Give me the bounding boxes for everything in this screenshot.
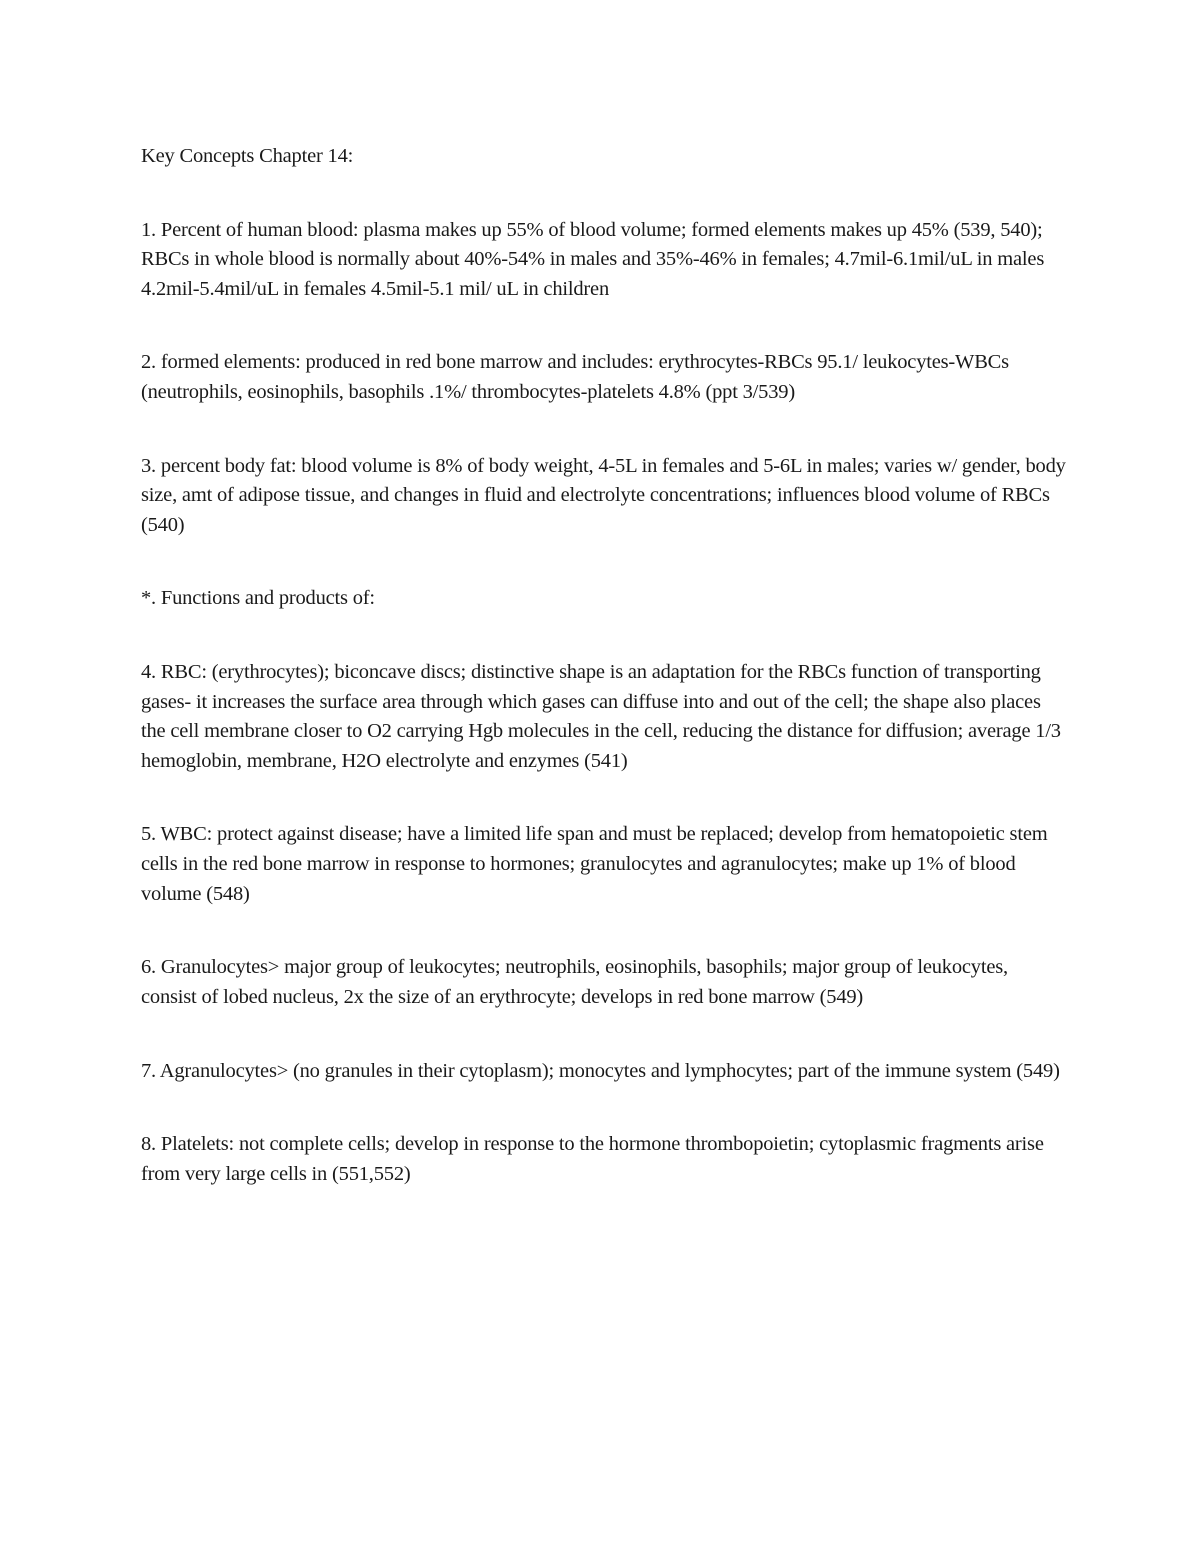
paragraph-body-fat: 3. percent body fat: blood volume is 8% of body weight, 4-5L in females and 5-6L in males; varies w/ gender, body size, amt of adipose tissue, and changes in fluid and electrolyte concentrations; influences blood volume of RBCs (540)	[141, 454, 1066, 536]
paragraph-platelets: 8. Platelets: not complete cells; develop in response to the hormone thrombopoietin; cytoplasmic fragments arise from very large cells in (551,552)	[141, 1133, 1044, 1185]
document-body	[141, 142, 1066, 1235]
paragraph-granulocytes: 6. Granulocytes> major group of leukocytes; neutrophils, eosinophils, basophils; major group of leukocytes, consist of lobed nucleus, 2x the size of an erythrocyte; develops in red bone marrow (549)	[141, 956, 1008, 1008]
paragraph-formed-elements: 2. formed elements: produced in red bone marrow and includes: erythrocytes-RBCs 95.1/ leukocytes-WBCs (neutrophils, eosinophils, basophils .1%/ thrombocytes-platelets 4.8% (ppt 3/539)	[141, 351, 1009, 403]
paragraph-rbc: 4. RBC: (erythrocytes); biconcave discs; distinctive shape is an adaptation for the RBCs function of transporting gases- it increases the surface area through which gases can diffuse into and out of the cell; the shape also places the cell membrane closer to O2 carrying Hgb molecules in the cell, reducing the distance for diffusion; average 1/3 hemoglobin, membrane, H2O electrolyte and enzymes (541)	[141, 660, 1061, 772]
paragraph-agranulocytes: 7. Agranulocytes> (no granules in their cytoplasm); monocytes and lymphocytes; part of the immune system (549)	[141, 1060, 1060, 1083]
paragraph-functions-heading: *. Functions and products of:	[141, 587, 375, 610]
document-title: Key Concepts Chapter 14:	[141, 145, 354, 167]
paragraph-blood-percent: 1. Percent of human blood: plasma makes up 55% of blood volume; formed elements makes up 45% (539, 540); RBCs in whole blood is normally about 40%-54% in males and 35%-46% in females; 4.7mil-6.1mil/uL in males 4.2mil-5.4mil/uL in females 4.5mil-5.1 mil/ uL in children	[141, 218, 1045, 300]
paragraph-wbc: 5. WBC: protect against disease; have a limited life span and must be replaced; develop from hematopoietic stem cells in the red bone marrow in response to hormones; granulocytes and agranulocytes; make up 1% of blood volume (548)	[141, 823, 1048, 905]
